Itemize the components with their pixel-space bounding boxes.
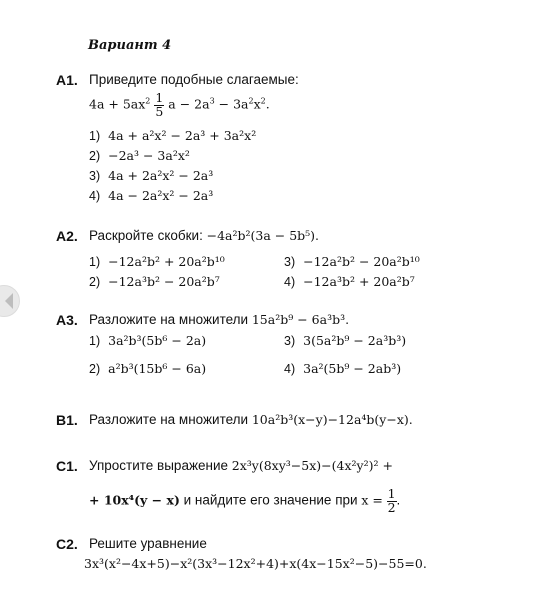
b1-question: Разложите на множители 10a²b³(x−y)−12a⁴b(y−x).: [89, 412, 413, 427]
c1-fraction: $\frac{1}{2}$: [387, 486, 396, 515]
a1-fraction: $\frac{1}{5}$: [155, 90, 164, 119]
a1-option-1: 1) 4a + a²x² − 2a³ + 3a²x²: [89, 128, 257, 143]
c2-label: С2.: [56, 536, 78, 552]
c2-equation: 3x³(x²−4x+5)−x²(3x³−12x²+4)+x(4x−15x²−5)−55=0.: [84, 556, 427, 571]
a3-option-2: 2) a²b³(15b⁶ − 6a): [89, 361, 207, 376]
c1-question: Упростите выражение 2x³y(8xy³−5x)−(4x²y²)² +: [89, 458, 393, 473]
a2-option-3: 3) −12a²b² − 20a²b¹⁰: [284, 254, 420, 269]
c1-label: С1.: [56, 458, 78, 474]
chevron-left-icon: [5, 293, 13, 309]
a1-option-2: 2) −2a³ − 3a²x²: [89, 148, 190, 163]
b1-label: В1.: [56, 412, 78, 428]
a1-option-4: 4) 4a − 2a²x² − 2a³: [89, 188, 214, 203]
a2-option-4: 4) −12a³b² + 20a²b⁷: [284, 274, 415, 289]
a1-option-3: 3) 4a + 2a²x² − 2a³: [89, 168, 214, 183]
a3-question: Разложите на множители 15a²b⁹ − 6a³b³.: [89, 312, 350, 327]
a2-label: А2.: [56, 228, 78, 244]
c1-question-line2: + 10x⁴(y − x) и найдите его значение при x = $\frac{1}{2}$ .: [89, 486, 401, 515]
a2-option-2: 2) −12a³b² − 20a²b⁷: [89, 274, 220, 289]
a3-option-3: 3) 3(5a²b⁹ − 2a³b³): [284, 333, 407, 348]
c2-question: Решите уравнение: [89, 536, 207, 551]
a1-label: А1.: [56, 72, 78, 88]
a2-question: Раскройте скобки: −4a²b²(3a − 5b⁵).: [89, 228, 320, 243]
a2-option-1: 1) −12a²b² + 20a²b¹⁰: [89, 254, 225, 269]
a1-question: Приведите подобные слагаемые:: [89, 72, 299, 87]
a3-label: А3.: [56, 312, 78, 328]
a3-option-4: 4) 3a²(5b⁹ − 2ab³): [284, 361, 402, 376]
previous-page-button[interactable]: [0, 285, 20, 317]
a3-option-1: 1) 3a²b³(5b⁶ − 2a): [89, 333, 207, 348]
a1-expression: $4a + 5ax^2$ $\frac{1}{5}$ $a - 2a^3 - 3a^2x^2$.: [89, 90, 270, 119]
variant-title: Вариант 4: [88, 38, 172, 53]
